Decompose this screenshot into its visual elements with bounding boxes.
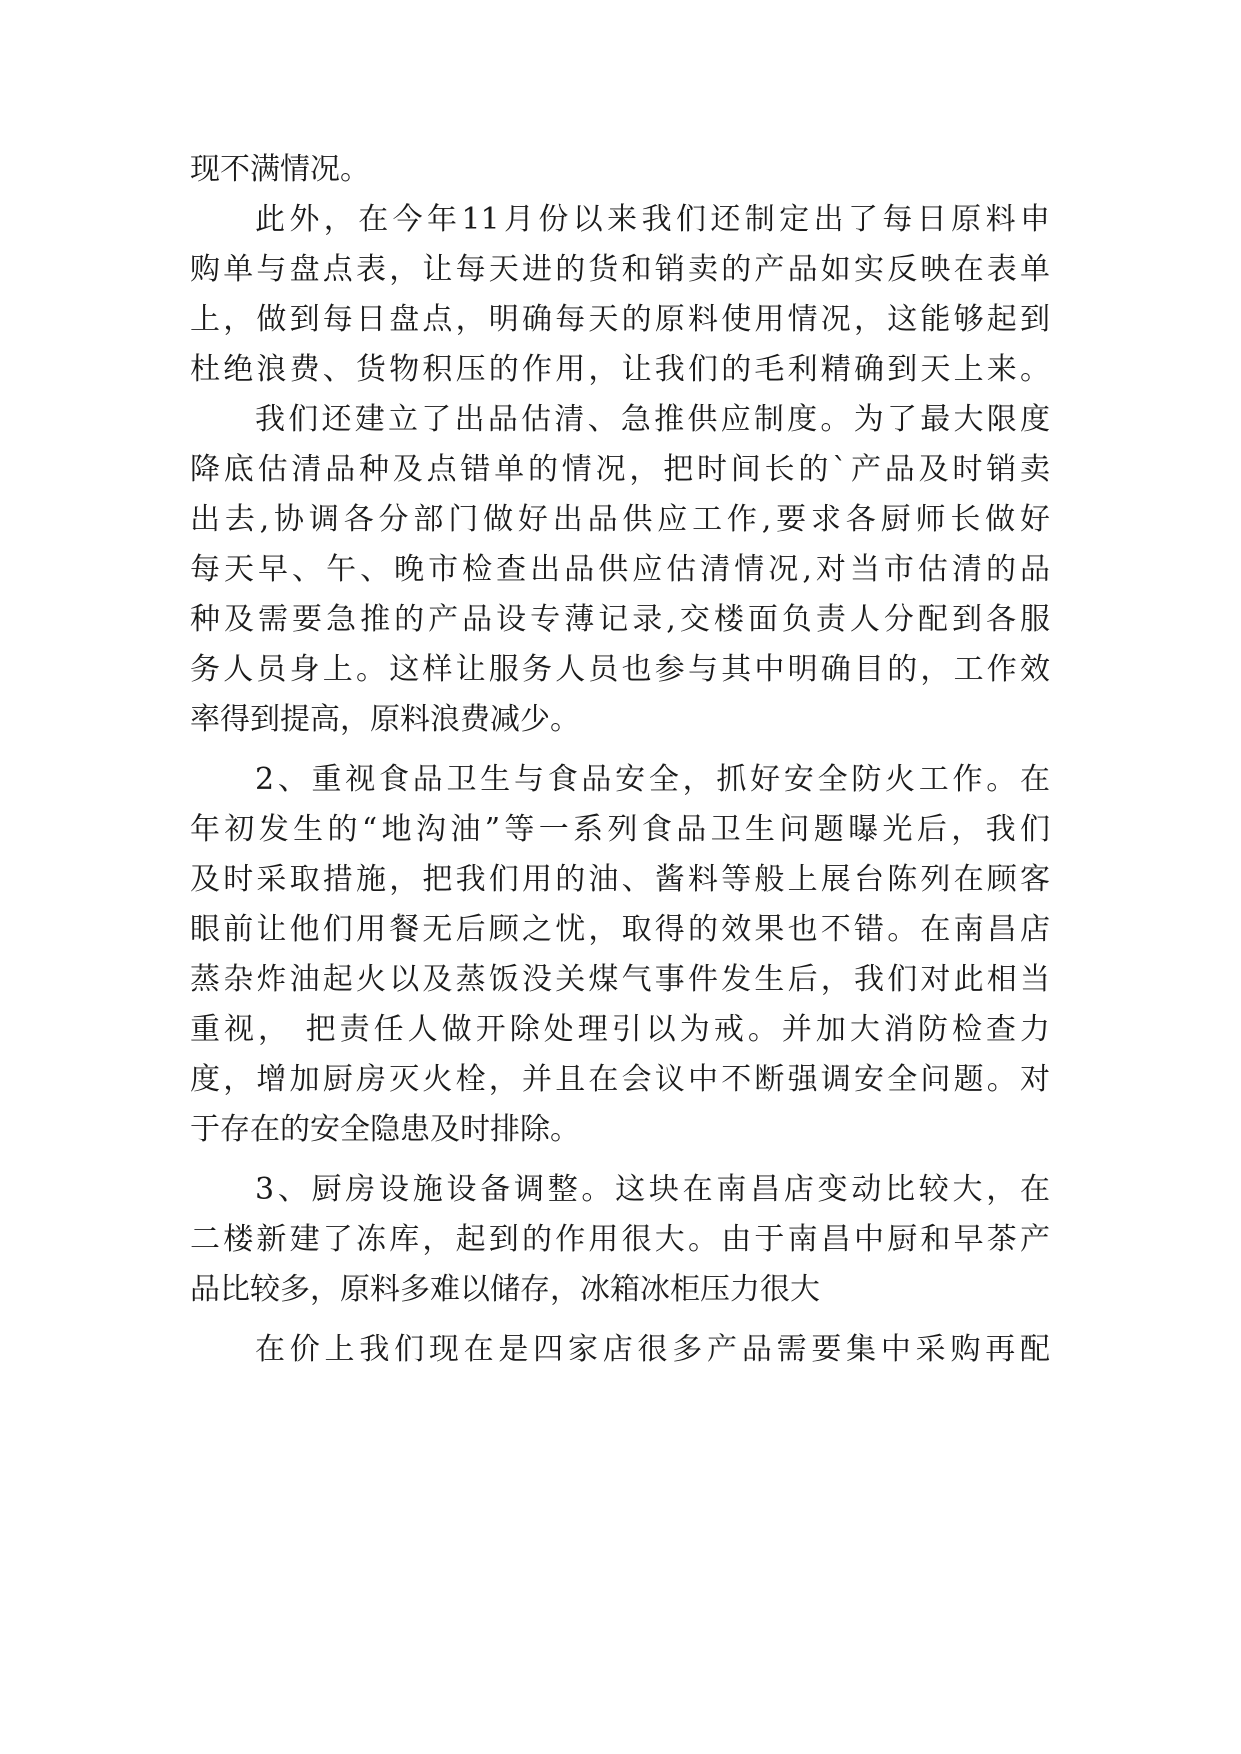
text-line: 重视， 把责任人做开除处理引以为戒。并加大消防检查力 bbox=[190, 1012, 1050, 1047]
text-line: 每天早、午、晚市检查出品供应估清情况,对当市估清的品 bbox=[190, 552, 1050, 587]
text-line: 此外，在今年11月份以来我们还制定出了每日原料申 bbox=[255, 202, 1050, 237]
text-line: 蒸杂炸油起火以及蒸饭没关煤气事件发生后，我们对此相当 bbox=[190, 962, 1050, 997]
text-line: 降底估清品种及点错单的情况，把时间长的`产品及时销卖 bbox=[190, 452, 1050, 487]
text-line: 及时采取措施，把我们用的油、酱料等般上展台陈列在顾客 bbox=[190, 862, 1050, 897]
text-line: 种及需要急推的产品设专薄记录,交楼面负责人分配到各服 bbox=[190, 602, 1050, 637]
text-line: 率得到提高，原料浪费减少。 bbox=[190, 702, 580, 737]
text-line: 杜绝浪费、货物积压的作用，让我们的毛利精确到天上来。 bbox=[190, 352, 1050, 387]
text-line: 度，增加厨房灭火栓，并且在会议中不断强调安全问题。对 bbox=[190, 1062, 1050, 1097]
text-line: 我们还建立了出品估清、急推供应制度。为了最大限度 bbox=[255, 402, 1050, 437]
text-line: 二楼新建了冻库，起到的作用很大。由于南昌中厨和早茶产 bbox=[190, 1222, 1050, 1257]
text-line: 务人员身上。这样让服务人员也参与其中明确目的，工作效 bbox=[190, 652, 1050, 687]
text-line: 上，做到每日盘点，明确每天的原料使用情况，这能够起到 bbox=[190, 302, 1050, 337]
text-line: 2、重视食品卫生与食品安全，抓好安全防火工作。在 bbox=[255, 762, 1050, 797]
text-line: 眼前让他们用餐无后顾之忧，取得的效果也不错。在南昌店 bbox=[190, 912, 1050, 947]
text-line: 出去,协调各分部门做好出品供应工作,要求各厨师长做好 bbox=[190, 502, 1050, 537]
text-line: 现不满情况。 bbox=[190, 152, 370, 187]
text-line: 在价上我们现在是四家店很多产品需要集中采购再配 bbox=[255, 1332, 1050, 1367]
text-line: 购单与盘点表，让每天进的货和销卖的产品如实反映在表单 bbox=[190, 252, 1050, 287]
text-line: 于存在的安全隐患及时排除。 bbox=[190, 1112, 580, 1147]
text-line: 3、厨房设施设备调整。这块在南昌店变动比较大，在 bbox=[255, 1172, 1050, 1207]
text-line: 年初发生的“地沟油”等一系列食品卫生问题曝光后，我们 bbox=[190, 812, 1050, 847]
text-line: 品比较多，原料多难以储存，冰箱冰柜压力很大 bbox=[190, 1272, 820, 1307]
